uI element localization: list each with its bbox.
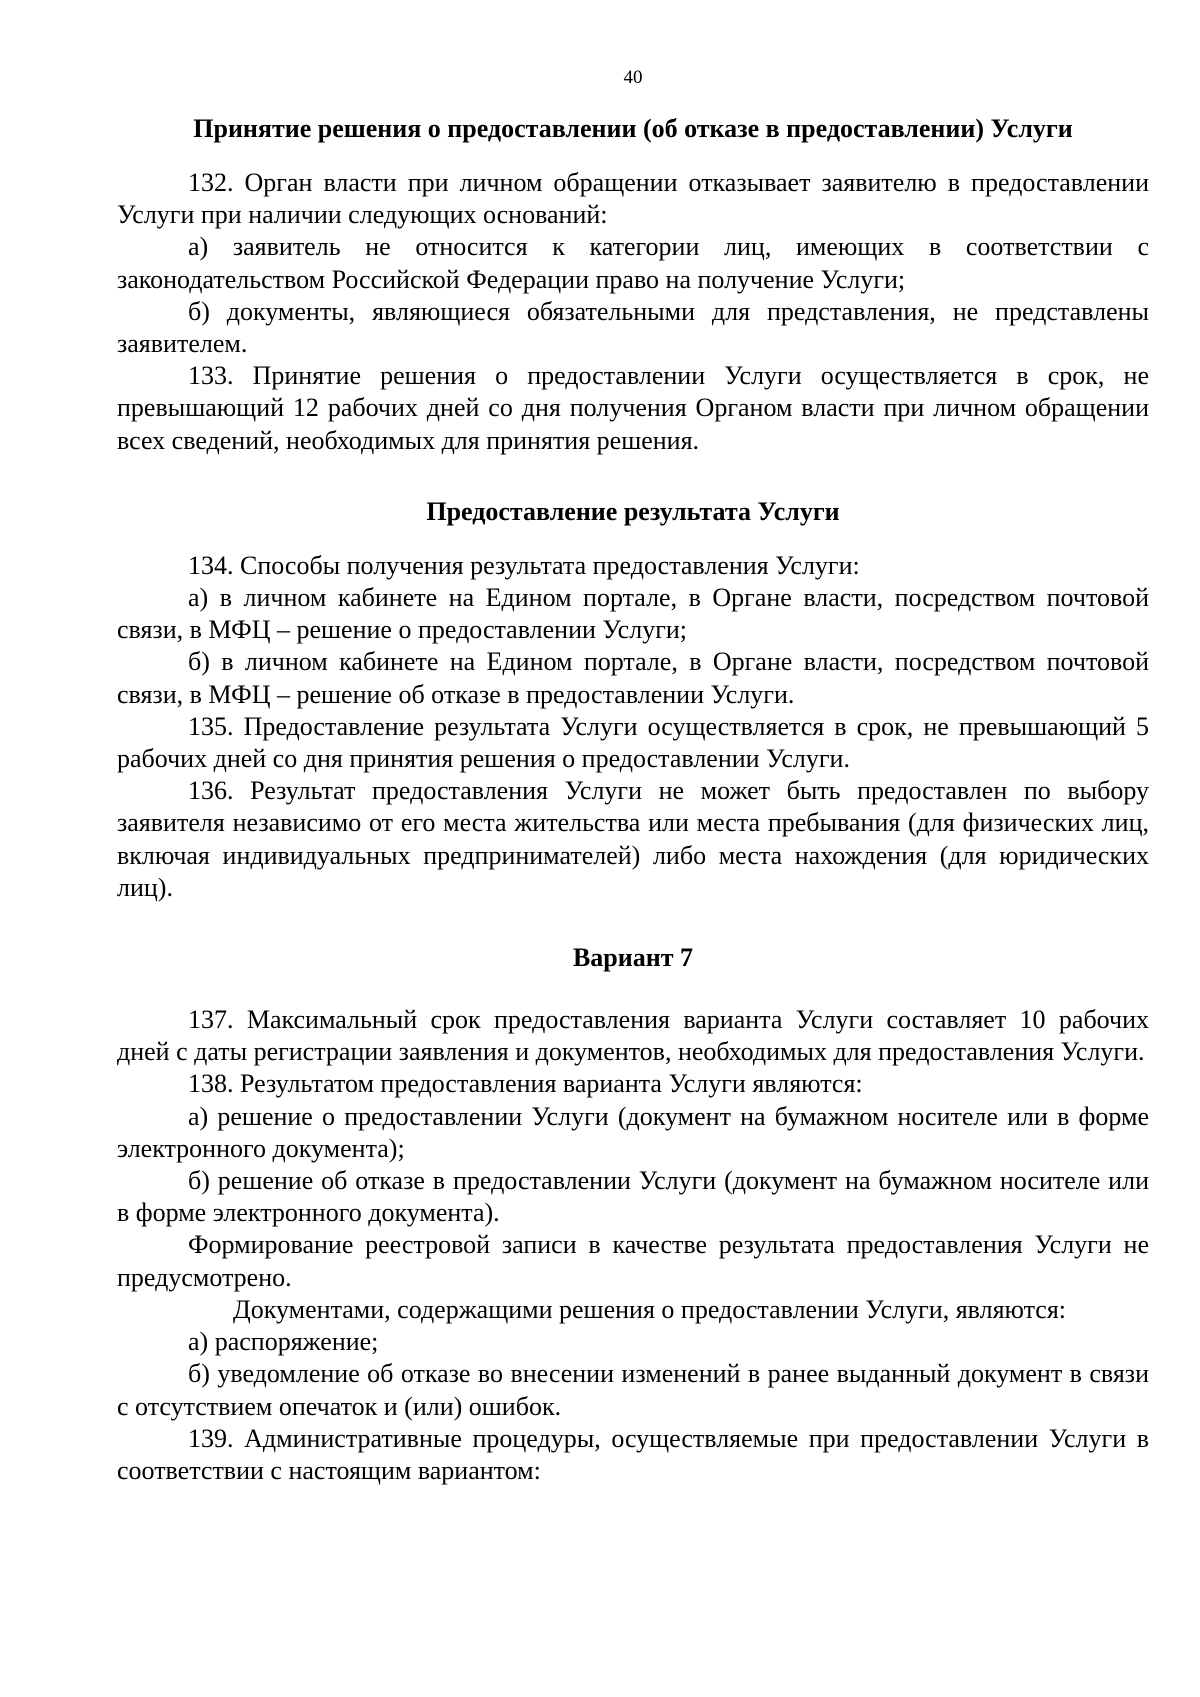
paragraph: 132. Орган власти при личном обращении отказывает заявителю в предоставлении Услуги при наличии следующих оснований: <box>117 168 1149 230</box>
section-spacer <box>117 904 1149 942</box>
paragraph: 133. Принятие решения о предоставлении Услуги осуществляется в срок, не превышающий 12 рабочих дней со дня получения Органом власти при личном обращении всех сведений, необходимых для принятия решения. <box>117 361 1149 455</box>
paragraph: а) решение о предоставлении Услуги (документ на бумажном носителе или в форме электронного документа); <box>117 1101 1149 1163</box>
paragraph: б) уведомление об отказе во внесении изменений в ранее выданный документ в связи с отсутствием опечаток и (или) ошибок. <box>117 1359 1149 1421</box>
section-body <box>117 1004 1149 1487</box>
section-heading: Предоставление результата Услуги <box>426 496 840 526</box>
paragraph: 139. Административные процедуры, осуществляемые при предоставлении Услуги в соответствии с настоящим вариантом: <box>117 1423 1149 1485</box>
section-heading: Вариант 7 <box>572 943 694 973</box>
section-body <box>117 550 1149 904</box>
paragraph: 135. Предоставление результата Услуги осуществляется в срок, не превышающий 5 рабочих дней со дня принятия решения о предоставлении Услуги. <box>117 711 1149 774</box>
section-heading: Принятие решения о предоставлении (об отказе в предоставлении) Услуги <box>193 114 1073 143</box>
paragraph: 137. Максимальный срок предоставления варианта Услуги составляет 10 рабочих дней с даты регистрации заявления и документов, необходимых для предоставления Услуги. <box>117 1005 1149 1067</box>
section-spacer <box>117 457 1149 496</box>
page-number: 40 <box>623 67 643 88</box>
paragraph: Формирование реестровой записи в качестве результата предоставления Услуги не предусмотрено. <box>117 1230 1149 1292</box>
section-body <box>117 167 1149 457</box>
paragraph: а) заявитель не относится к категории лиц, имеющих в соответствии с законодательством Российской Федерации право на получение Услуги; <box>117 232 1149 294</box>
paragraph: Документами, содержащими решения о предоставлении Услуги, являются: <box>233 1294 1067 1324</box>
paragraph: 134. Способы получения результата предоставления Услуги: <box>188 550 860 580</box>
paragraph: б) в личном кабинете на Едином портале, в Органе власти, посредством почтовой связи, в МФЦ – решение об отказе в предоставлении Услуги. <box>117 647 1149 709</box>
document-page <box>117 68 1149 1487</box>
paragraph: а) в личном кабинете на Едином портале, в Органе власти, посредством почтовой связи, в МФЦ – решение о предоставлении Услуги; <box>117 583 1149 645</box>
paragraph: 136. Результат предоставления Услуги не может быть предоставлен по выбору заявителя независимо от его места жительства или места пребывания (для физических лиц, включая индивидуальных предпринимателей) либо места нахождения (для юридических лиц). <box>117 776 1149 902</box>
section-variant-7 <box>117 942 1149 1487</box>
paragraph: б) документы, являющиеся обязательными для представления, не представлены заявителем. <box>117 296 1149 359</box>
section-result <box>117 496 1149 904</box>
paragraph: 138. Результатом предоставления варианта Услуги являются: <box>188 1069 863 1099</box>
paragraph: б) решение об отказе в предоставлении Услуги (документ на бумажном носителе или в форме электронного документа). <box>117 1166 1149 1228</box>
section-decision <box>117 113 1149 457</box>
paragraph: а) распоряжение; <box>188 1327 379 1357</box>
